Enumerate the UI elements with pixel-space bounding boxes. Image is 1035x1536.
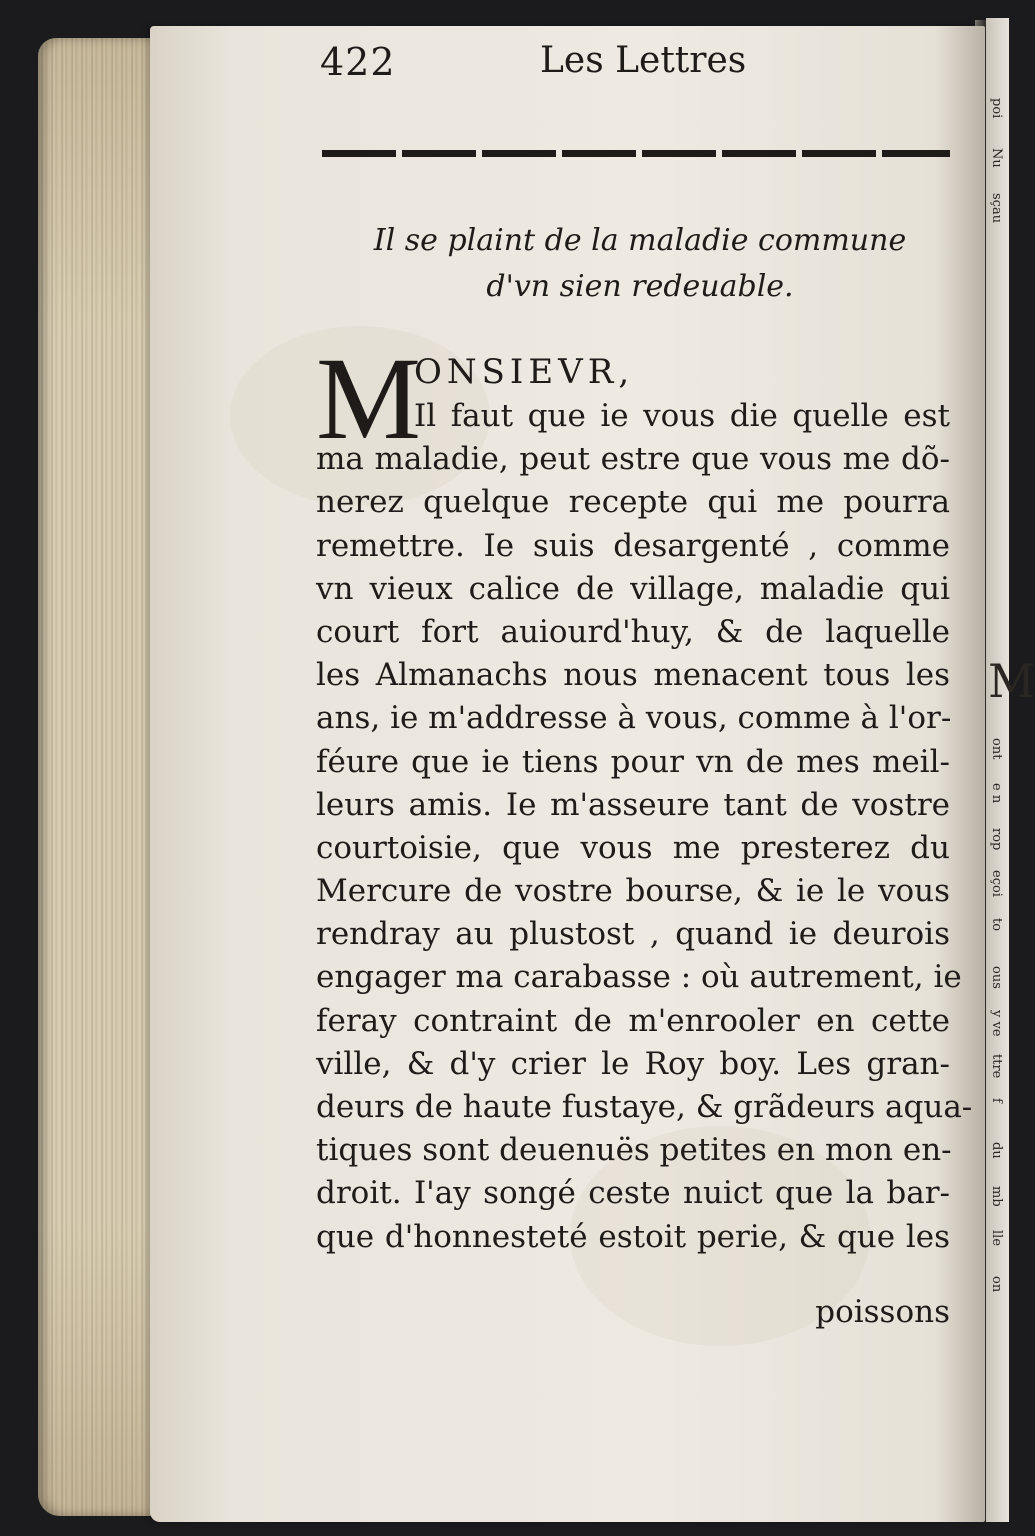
letter-title-line: Il se plaint de la maladie commune <box>373 223 907 258</box>
facing-page-fragment: lle <box>989 1230 1004 1247</box>
facing-page-fragment: Nu <box>989 148 1004 168</box>
facing-page-fragment: y ve <box>989 1010 1004 1037</box>
body-line: tiques sont deuenuës petites en mon en- <box>316 1132 952 1169</box>
body-line: droit. I'ay songé ceste nuict que la bar- <box>316 1175 950 1212</box>
facing-page-fragment: mb <box>989 1186 1004 1207</box>
header-rule <box>322 150 950 157</box>
body-line: leurs amis. Ie m'asseure tant de vostre <box>316 786 950 823</box>
body-line: engager ma carabasse : où autrement, ie <box>316 959 962 996</box>
letter-body <box>316 395 973 1259</box>
body-line: deurs de haute fustaye, & grãdeurs aqua- <box>316 1089 973 1125</box>
facing-page-fragment: ous <box>989 966 1004 989</box>
drop-cap: M <box>316 333 421 464</box>
body-line: ans, ie m'addresse à vous, comme à l'or- <box>316 700 952 737</box>
body-line: Mercure de vostre bourse, & ie le vous <box>316 873 950 910</box>
facing-page-fragment: f <box>989 1098 1004 1103</box>
facing-page-fragment: eçoi <box>989 870 1004 897</box>
book-fore-edge <box>38 38 162 1516</box>
body-line: Il faut que ie vous die quelle est <box>414 398 950 434</box>
running-head: Les Lettres <box>540 40 747 81</box>
body-line: courtoisie, que vous me presterez du <box>316 829 950 866</box>
body-line: nerez quelque recepte qui me pourra <box>316 484 950 521</box>
body-line: vn vieux calice de village, maladie qui <box>316 570 950 607</box>
facing-page-fragment: sçau <box>989 193 1004 224</box>
body-line: rendray au plustost , quand ie deurois <box>316 916 950 953</box>
facing-page-edge <box>986 18 1035 1522</box>
body-line: féure que ie tiens pour vn de mes meil- <box>316 743 950 780</box>
facing-page-fragment: to <box>989 918 1004 932</box>
body-line: remettre. Ie suis desargenté , comme <box>316 527 950 564</box>
body-line: ma maladie, peut estre que vous me dõ- <box>316 441 950 478</box>
facing-page-fragment: on <box>989 1276 1004 1293</box>
facing-page-fragment: poi <box>989 98 1004 119</box>
facing-page-fragment: rop <box>989 828 1004 851</box>
body-line: les Almanachs nous menacent tous les <box>316 657 950 694</box>
facing-page-fragment: M <box>988 654 1035 708</box>
facing-page-fragment: du <box>989 1142 1004 1159</box>
body-line: feray contraint de m'enrooler en cette <box>316 1002 950 1039</box>
page-number: 422 <box>320 40 396 84</box>
letter-title <box>320 218 960 310</box>
body-line: court fort auiourd'huy, & de laquelle <box>316 613 950 650</box>
letter-title-line: d'vn sien redeuable. <box>486 269 794 304</box>
facing-page-fragment: e n <box>989 783 1004 804</box>
facing-page-fragment: ont <box>989 738 1004 760</box>
facing-page-fragment: ttre <box>989 1054 1004 1079</box>
body-line: que d'honnesteté estoit perie, & que les <box>316 1218 950 1255</box>
body-line: ville, & d'y crier le Roy boy. Les gran- <box>316 1045 950 1082</box>
catchword: poissons <box>815 1294 950 1330</box>
salutation: ONSIEVR, <box>414 352 635 392</box>
